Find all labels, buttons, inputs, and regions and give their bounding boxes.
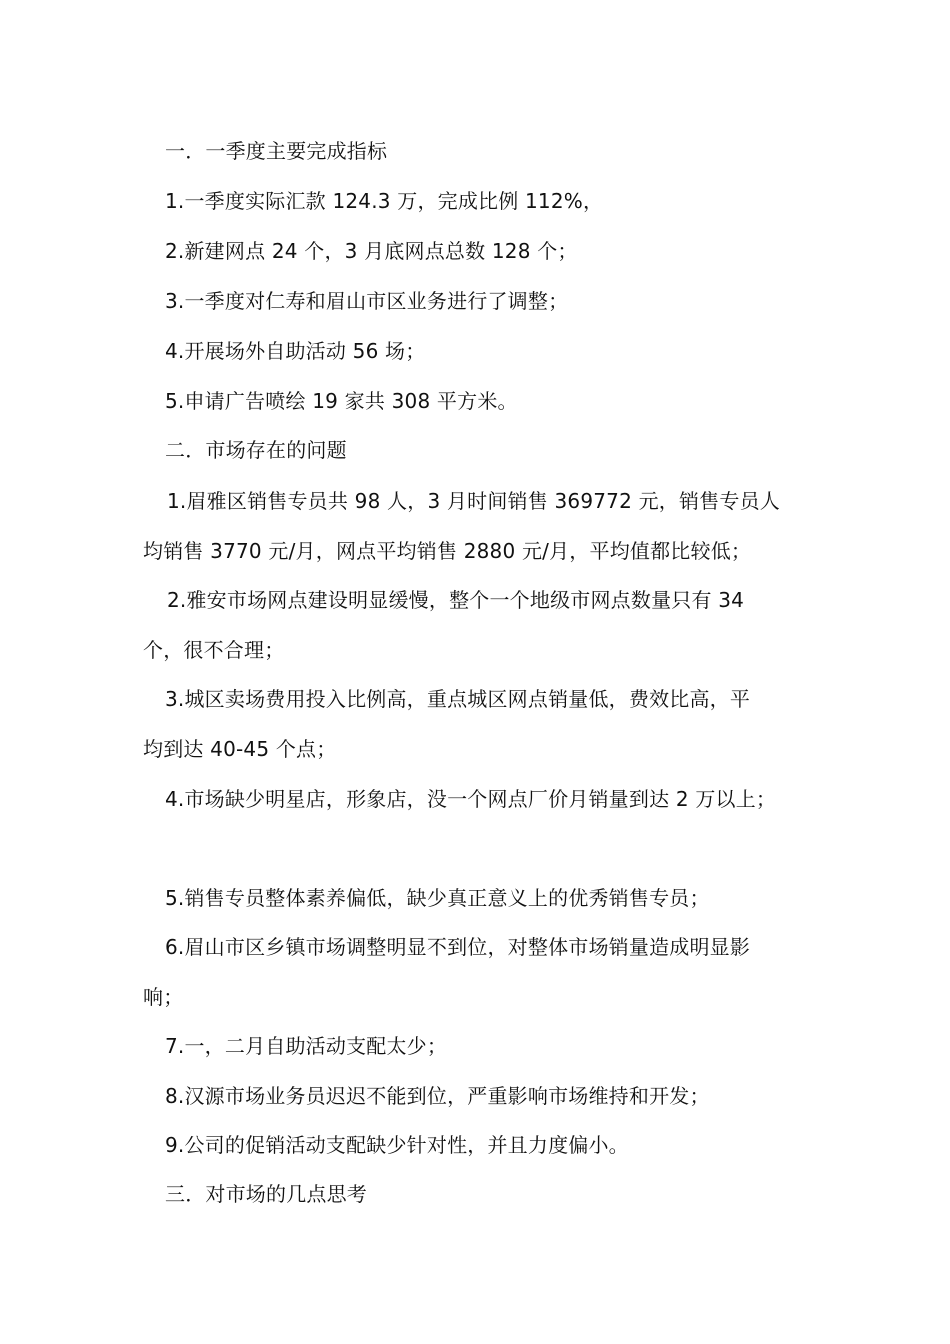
list-item-continuation: 均到达 40-45 个点； — [143, 737, 337, 761]
list-item: 5.销售专员整体素养偏低，缺少真正意义上的优秀销售专员； — [165, 886, 710, 910]
list-item-continuation: 个，很不合理； — [143, 638, 285, 662]
list-item: 8.汉源市场业务员迟迟不能到位，严重影响市场维持和开发； — [165, 1084, 710, 1108]
section-heading-3: 三．对市场的几点思考 — [165, 1182, 367, 1206]
list-item-continuation: 响； — [143, 985, 184, 1009]
list-item: 3.城区卖场费用投入比例高，重点城区网点销量低，费效比高，平 — [165, 687, 751, 711]
list-item: 9.公司的促销活动支配缺少针对性，并且力度偏小。 — [165, 1133, 629, 1157]
list-item: 2.雅安市场网点建设明显缓慢，整个一个地级市网点数量只有 34 — [167, 588, 745, 612]
list-item: 7.一，二月自助活动支配太少； — [165, 1034, 448, 1058]
section-heading-2: 二．市场存在的问题 — [165, 438, 347, 462]
list-item: 4.市场缺少明星店，形象店，没一个网点厂价月销量到达 2 万以上； — [165, 787, 777, 811]
list-item: 3.一季度对仁寿和眉山市区业务进行了调整； — [165, 289, 569, 313]
list-item-continuation: 均销售 3770 元/月，网点平均销售 2880 元/月，平均值都比较低； — [143, 539, 752, 563]
list-item: 1.一季度实际汇款 124.3 万，完成比例 112%， — [165, 189, 604, 213]
list-item: 1.眉雅区销售专员共 98 人，3 月时间销售 369772 元，销售专员人 — [167, 489, 780, 513]
list-item: 2.新建网点 24 个，3 月底网点总数 128 个； — [165, 239, 578, 263]
list-item: 6.眉山市区乡镇市场调整明显不到位，对整体市场销量造成明显影 — [165, 935, 751, 959]
section-heading-1: 一．一季度主要完成指标 — [165, 139, 388, 163]
list-item: 5.申请广告喷绘 19 家共 308 平方米。 — [165, 389, 518, 413]
list-item: 4.开展场外自助活动 56 场； — [165, 339, 426, 363]
